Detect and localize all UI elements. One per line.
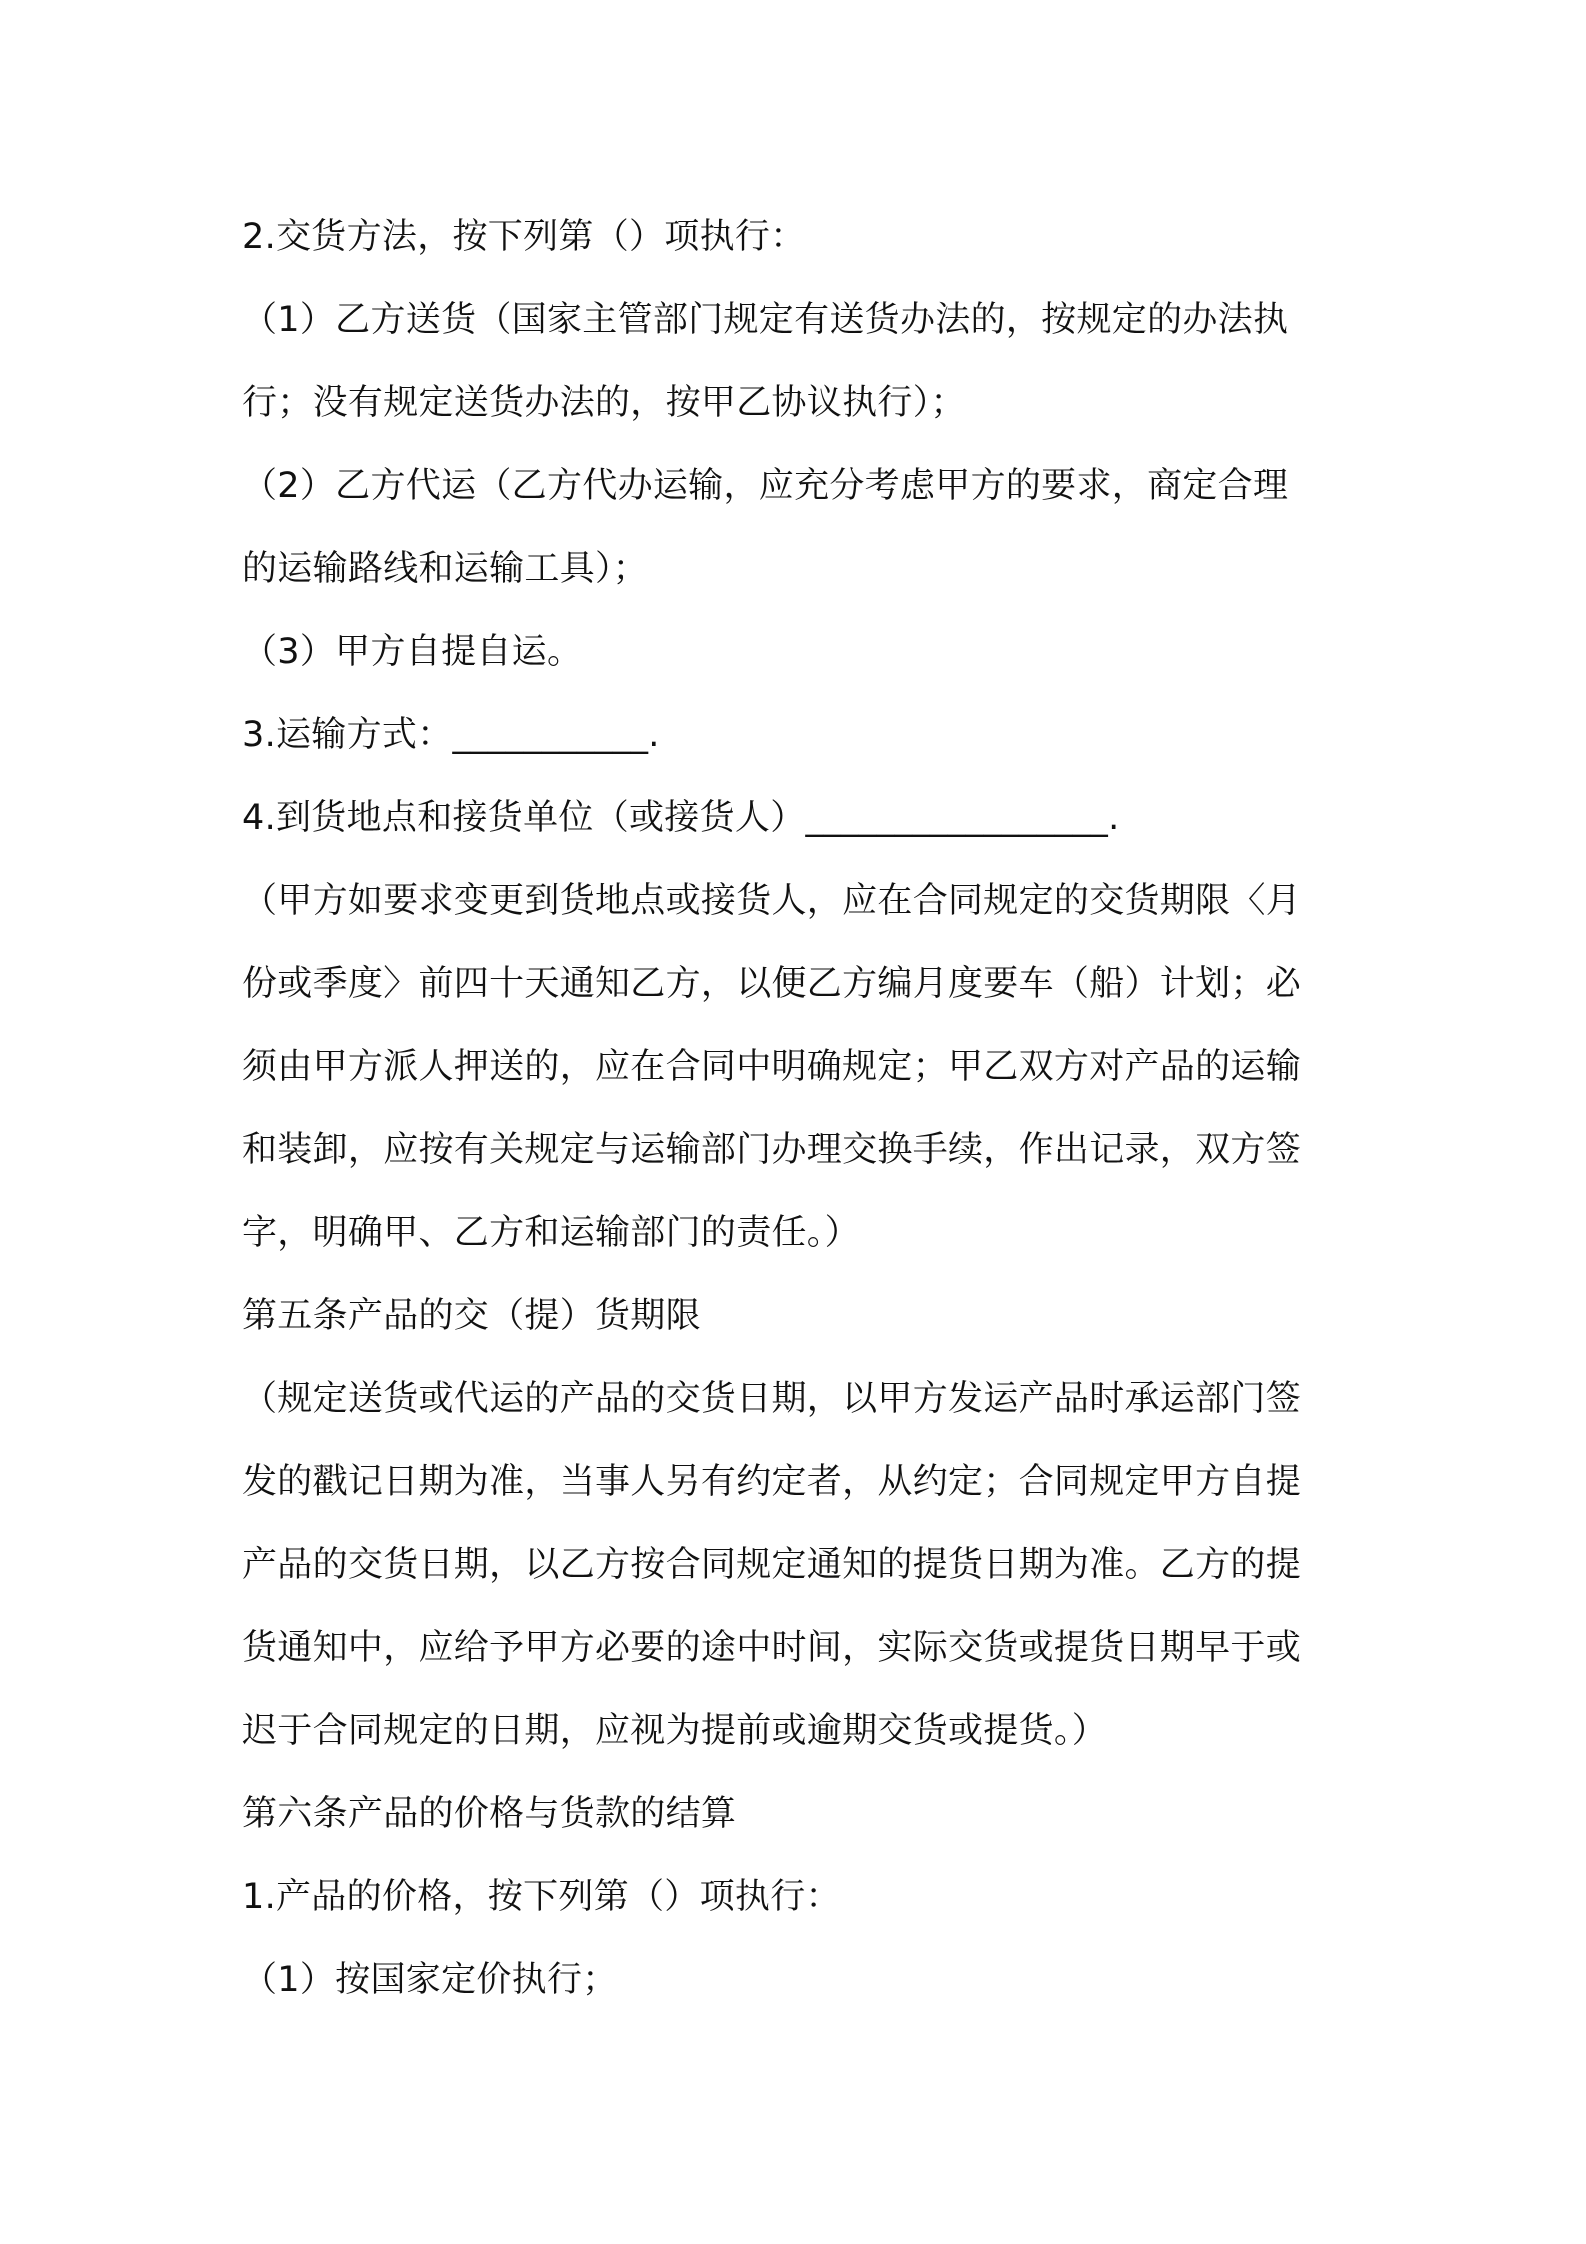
document-body: [242, 196, 1362, 2022]
text-line: 3.运输方式：___________.: [242, 715, 660, 755]
text-line: （规定送货或代运的产品的交货日期，以甲方发运产品时承运部门签: [242, 1379, 1302, 1419]
text-line: 的运输路线和运输工具）；: [242, 549, 649, 589]
text-line: （1）按国家定价执行；: [242, 1960, 618, 2000]
text-line: 2.交货方法，按下列第（）项执行：: [242, 217, 806, 257]
text-line: 4.到货地点和接货单位（或接货人）_________________.: [242, 798, 1120, 838]
text-line: 货通知中，应给予甲方必要的途中时间，实际交货或提货日期早于或: [242, 1628, 1302, 1668]
text-line: 产品的交货日期，以乙方按合同规定通知的提货日期为准。乙方的提: [242, 1545, 1302, 1585]
text-line: 份或季度〉前四十天通知乙方，以便乙方编月度要车（船）计划；必: [242, 964, 1302, 1004]
text-line: （甲方如要求变更到货地点或接货人，应在合同规定的交货期限〈月: [242, 881, 1302, 921]
section-heading: 第六条产品的价格与货款的结算: [242, 1794, 737, 1834]
text-line: 发的戳记日期为准，当事人另有约定者，从约定；合同规定甲方自提: [242, 1462, 1302, 1502]
text-line: 1.产品的价格，按下列第（）项执行：: [242, 1877, 841, 1917]
text-line: （1）乙方送货（国家主管部门规定有送货办法的，按规定的办法执: [242, 300, 1289, 340]
text-line: 字，明确甲、乙方和运输部门的责任。）: [242, 1213, 860, 1253]
text-line: （3）甲方自提自运。: [242, 632, 583, 672]
text-line: （2）乙方代运（乙方代办运输，应充分考虑甲方的要求，商定合理: [242, 466, 1289, 506]
text-line: 迟于合同规定的日期，应视为提前或逾期交货或提货。）: [242, 1711, 1108, 1751]
text-line: 须由甲方派人押送的，应在合同中明确规定；甲乙双方对产品的运输: [242, 1047, 1302, 1087]
text-line: 和装卸，应按有关规定与运输部门办理交换手续，作出记录，双方签: [242, 1130, 1302, 1170]
text-line: 行；没有规定送货办法的，按甲乙协议执行）；: [242, 383, 966, 423]
section-heading: 第五条产品的交（提）货期限: [242, 1296, 701, 1336]
